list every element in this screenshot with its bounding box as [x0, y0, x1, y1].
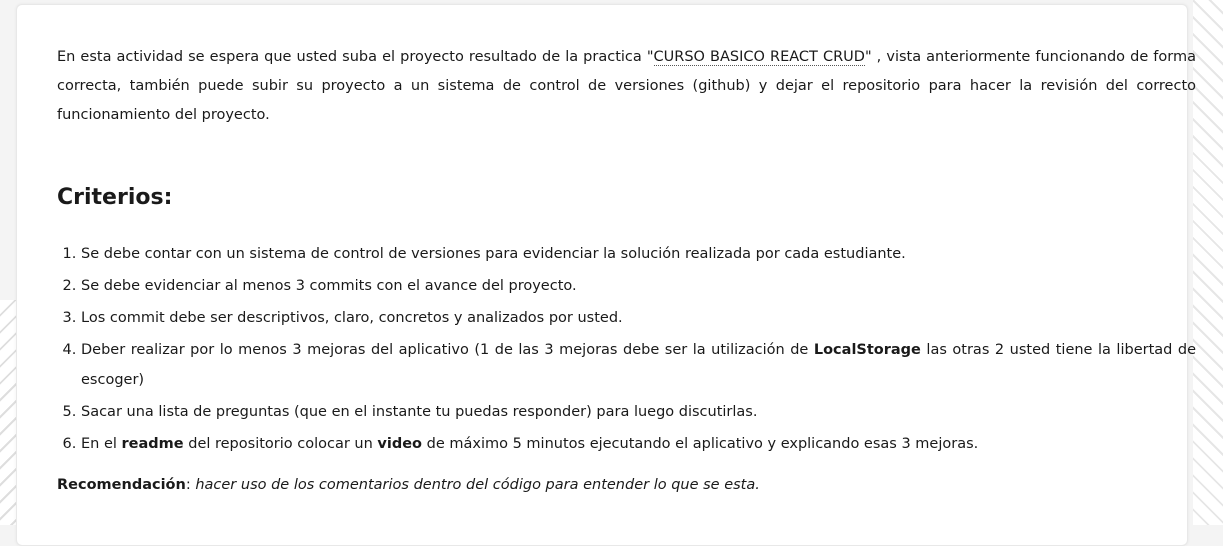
activity-description [57, 43, 1197, 493]
criteria-item-4: 4. Deber realizar por lo menos 3 mejoras del aplicativo (1 de las 3 mejoras debe ser la utilización de LocalStorage las otras 2 usted tiene la libertad de escoger) [81, 335, 1196, 395]
criteria-item-6: 6. En el readme del repositorio colocar un video de máximo 5 minutos ejecutando el aplicativo y explicando esas 3 mejoras. [81, 429, 1196, 459]
content-card [16, 4, 1197, 546]
localstorage-bold: LocalStorage [813, 342, 921, 358]
intro-paragraph [57, 43, 1196, 130]
criteria-item-5: 5. Sacar una lista de preguntas (que en el instante tu puedas responder) para luego discutirlas. [81, 397, 1196, 427]
criteria-heading: Criterios: [57, 185, 173, 210]
video-bold: video [377, 436, 423, 452]
criteria-item-2: 2. Se debe evidenciar al menos 3 commits con el avance del proyecto. [81, 271, 1196, 301]
intro-text-start: En esta actividad se espera que usted suba el proyecto resultado de la practica " [57, 49, 654, 65]
course-link[interactable]: CURSO BASICO REACT CRUD [653, 49, 865, 65]
criteria-item-3: 3. Los commit debe ser descriptivos, claro, concretos y analizados por usted. [81, 303, 1196, 333]
criteria-item-1: 1. Se debe contar con un sistema de control de versiones para evidenciar la solución realizada por cada estudiante. [81, 239, 1196, 269]
recommendation-text: hacer uso de los comentarios dentro del código para entender lo que se esta. [195, 477, 760, 493]
criteria-list [57, 239, 1196, 461]
recommendation: Recomendación: hacer uso de los comentarios dentro del código para entender lo que se esta. [57, 477, 760, 493]
background-pattern-right [1193, 0, 1223, 525]
readme-bold: readme [121, 436, 184, 452]
intro-text-end: " , vista anteriormente funcionando de forma correcta, también puede subir su proyecto a un sistema de control de versiones (github) y dejar el repositorio para hacer la revisión del correcto funcionamiento del proyecto. [57, 49, 1197, 123]
recommendation-label: Recomendación [57, 477, 186, 493]
